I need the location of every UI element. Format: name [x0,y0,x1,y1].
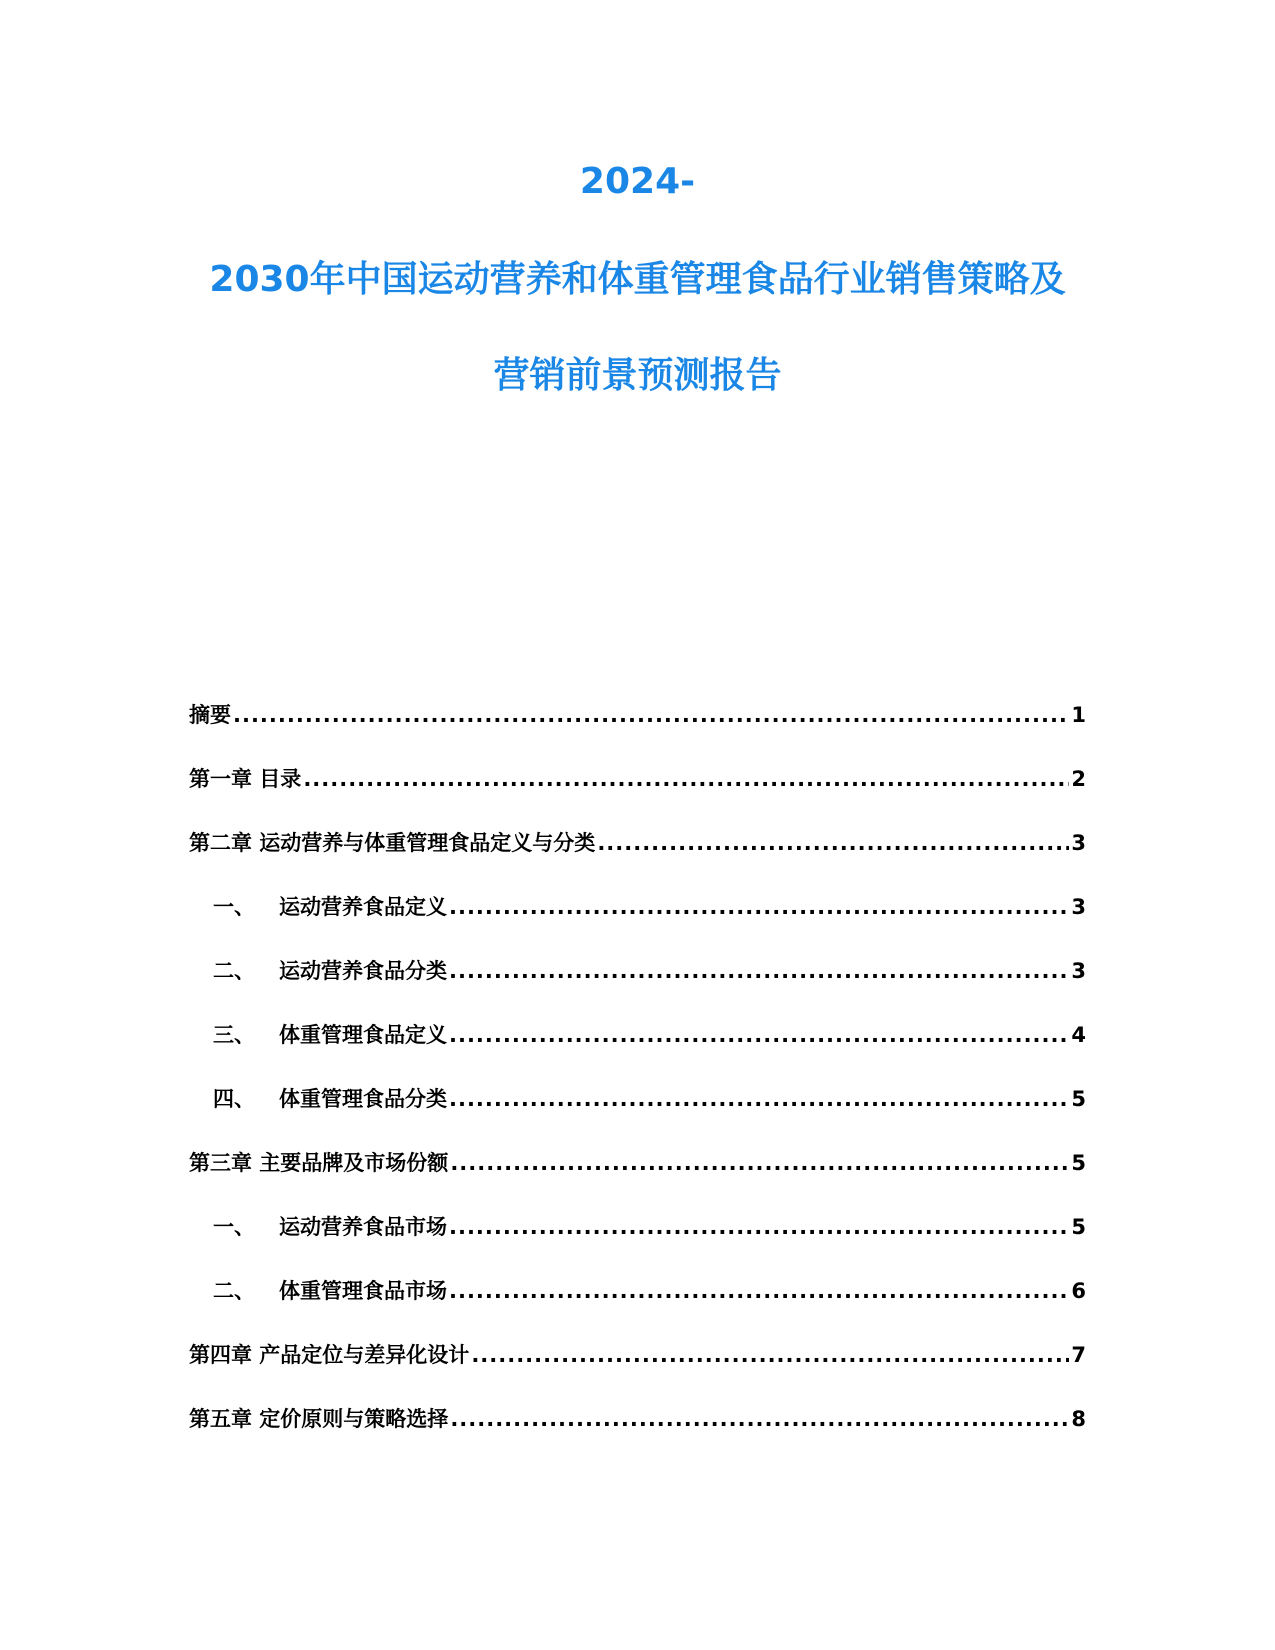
toc-section-number: 一、 [213,1215,255,1239]
toc-entry-abstract[interactable] [189,700,1086,764]
toc-page-number: 2 [1071,767,1086,791]
toc-section-number: 三、 [213,1023,255,1047]
toc-page-number: 5 [1071,1215,1086,1239]
toc-entry-chapter-3[interactable] [189,1148,1086,1212]
toc-entry-chapter-4[interactable] [189,1340,1086,1404]
toc-entry-label: 第五章 定价原则与策略选择 [189,1407,449,1431]
toc-page-number: 3 [1071,895,1086,919]
title-line-1: 2024- [579,161,696,202]
toc-section-number: 四、 [213,1087,255,1111]
toc-entry-label: 运动营养食品市场 [279,1215,447,1239]
toc-entry-chapter-2[interactable] [189,828,1086,892]
toc-page-number: 4 [1071,1023,1086,1047]
toc-entry-section-3-2[interactable] [189,1276,1086,1340]
toc-entry-label: 第二章 运动营养与体重管理食品定义与分类 [189,831,596,855]
toc-dot-leader [449,956,1069,986]
toc-section-number: 二、 [213,1279,255,1303]
toc-entry-label: 体重管理食品市场 [279,1279,447,1303]
toc-entry-section-2-2[interactable] [189,956,1086,1020]
title-line-3: 营销前景预测报告 [493,355,782,396]
toc-dot-leader [450,1404,1069,1434]
toc-page-number: 3 [1071,831,1086,855]
toc-dot-leader [449,1020,1069,1050]
toc-entry-label: 运动营养食品分类 [279,959,447,983]
toc-page-number: 6 [1071,1279,1086,1303]
title-line-2: 2030年中国运动营养和体重管理食品行业销售策略及 [209,259,1066,300]
toc-entry-chapter-1[interactable] [189,764,1086,828]
toc-dot-leader [303,764,1069,794]
toc-dot-leader [449,1084,1069,1114]
toc-dot-leader [450,1148,1069,1178]
toc-entry-label: 第四章 产品定位与差异化设计 [189,1343,470,1367]
toc-entry-section-2-4[interactable] [189,1084,1086,1148]
toc-dot-leader [449,892,1069,922]
toc-entry-label: 第三章 主要品牌及市场份额 [189,1151,449,1175]
toc-section-number: 一、 [213,895,255,919]
toc-entry-label: 摘要 [189,703,231,727]
toc-page-number: 7 [1071,1343,1086,1367]
toc-dot-leader [471,1340,1069,1370]
toc-entry-label: 体重管理食品定义 [279,1023,447,1047]
toc-entry-chapter-5[interactable] [189,1404,1086,1468]
toc-dot-leader [449,1212,1069,1242]
toc-dot-leader [449,1276,1069,1306]
toc-page-number: 8 [1071,1407,1086,1431]
toc-entry-label: 运动营养食品定义 [279,895,447,919]
toc-section-number: 二、 [213,959,255,983]
toc-dot-leader [233,700,1069,730]
toc-entry-section-2-1[interactable] [189,892,1086,956]
toc-page-number: 3 [1071,959,1086,983]
toc-entry-section-3-1[interactable] [189,1212,1086,1276]
toc-entry-label: 体重管理食品分类 [279,1087,447,1111]
table-of-contents [189,700,1086,1468]
toc-page-number: 1 [1071,703,1086,727]
toc-page-number: 5 [1071,1087,1086,1111]
toc-page-number: 5 [1071,1151,1086,1175]
toc-dot-leader [597,828,1069,858]
toc-entry-label: 第一章 目录 [189,767,302,791]
toc-entry-section-2-3[interactable] [189,1020,1086,1084]
